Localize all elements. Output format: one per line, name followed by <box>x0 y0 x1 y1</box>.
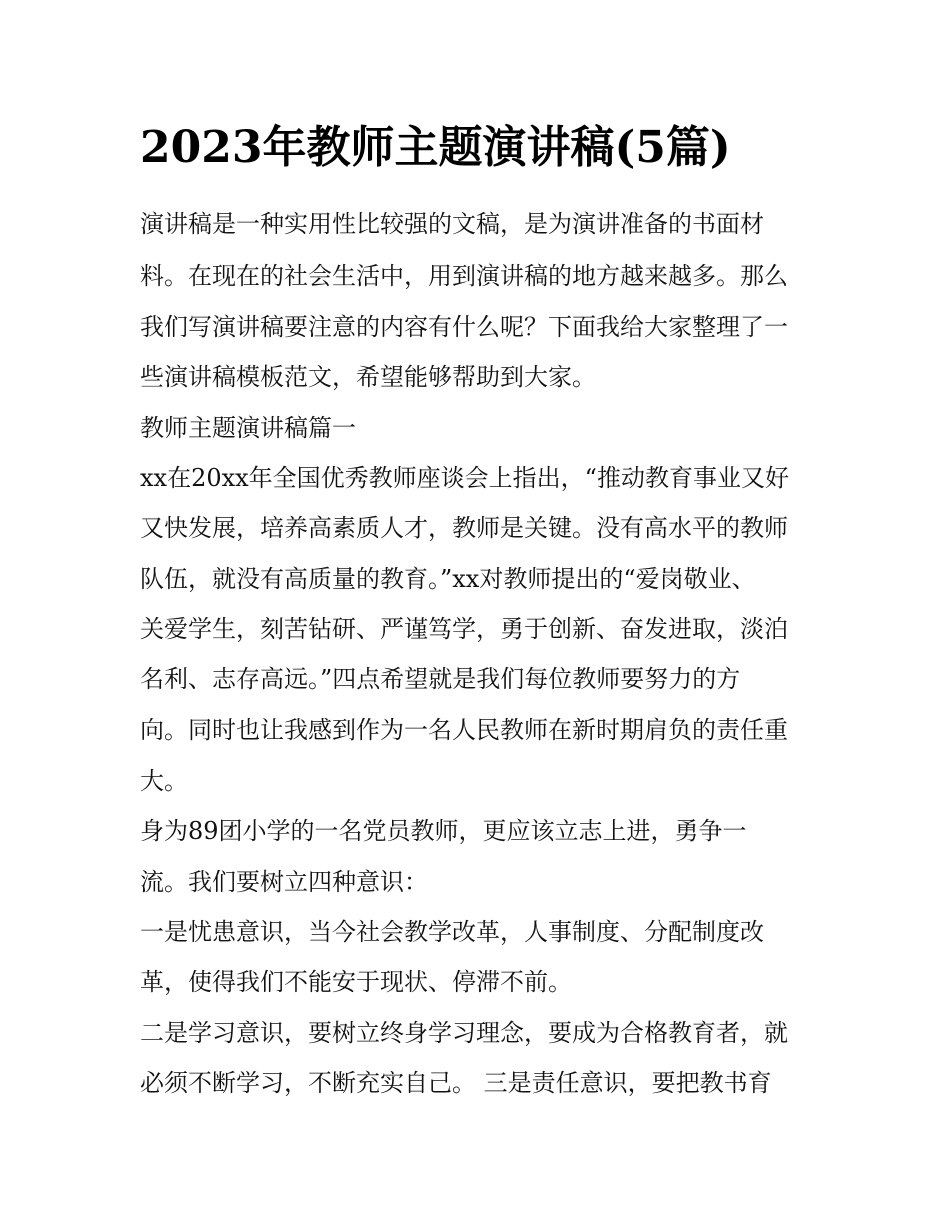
paragraph-line: xx在20xx年全国优秀教师座谈会上指出，“推动教育事业又好 <box>140 464 789 492</box>
paragraph-line: 必须不断学习，不断充实自己。 三是责任意识，要把教书育 <box>140 1069 772 1097</box>
paragraph-line: 二是学习意识，要树立终身学习理念，要成为合格教育者，就 <box>140 1019 788 1047</box>
paragraph-line: 演讲稿是一种实用性比较强的文稿，是为演讲准备的书面材 <box>140 210 764 238</box>
page-title: 2023年教师主题演讲稿(5篇) <box>140 122 731 173</box>
paragraph-line: 名利、志存高远。”四点希望就是我们每位教师要努力的方 <box>140 665 741 693</box>
paragraph-line: 我们写演讲稿要注意的内容有什么呢？下面我给大家整理了一 <box>140 313 788 341</box>
paragraph-line: 些演讲稿模板范文，希望能够帮助到大家。 <box>140 363 596 391</box>
paragraph-line: 一是忧患意识，当今社会教学改革，人事制度、分配制度改 <box>140 918 764 946</box>
paragraph-line: 流。我们要树立四种意识： <box>140 868 428 896</box>
paragraph-line: 关爱学生，刻苦钻研、严谨笃学，勇于创新、奋发进取，淡泊 <box>140 615 788 643</box>
paragraph-line: 大。 <box>140 767 188 795</box>
paragraph-line: 料。在现在的社会生活中，用到演讲稿的地方越来越多。那么 <box>140 262 788 290</box>
paragraph-line: 队伍，就没有高质量的教育。”xx对教师提出的“爱岗敬业、 <box>140 565 756 593</box>
paragraph-line: 身为89团小学的一名党员教师，更应该立志上进，勇争一 <box>140 817 747 845</box>
paragraph-line: 又快发展，培养高素质人才，教师是关键。没有高水平的教师 <box>140 514 788 542</box>
paragraph-line: 革，使得我们不能安于现状、停滞不前。 <box>140 968 572 996</box>
paragraph-line: 向。同时也让我感到作为一名人民教师在新时期肩负的责任重 <box>140 716 788 744</box>
section-heading: 教师主题演讲稿篇一 <box>140 414 356 442</box>
